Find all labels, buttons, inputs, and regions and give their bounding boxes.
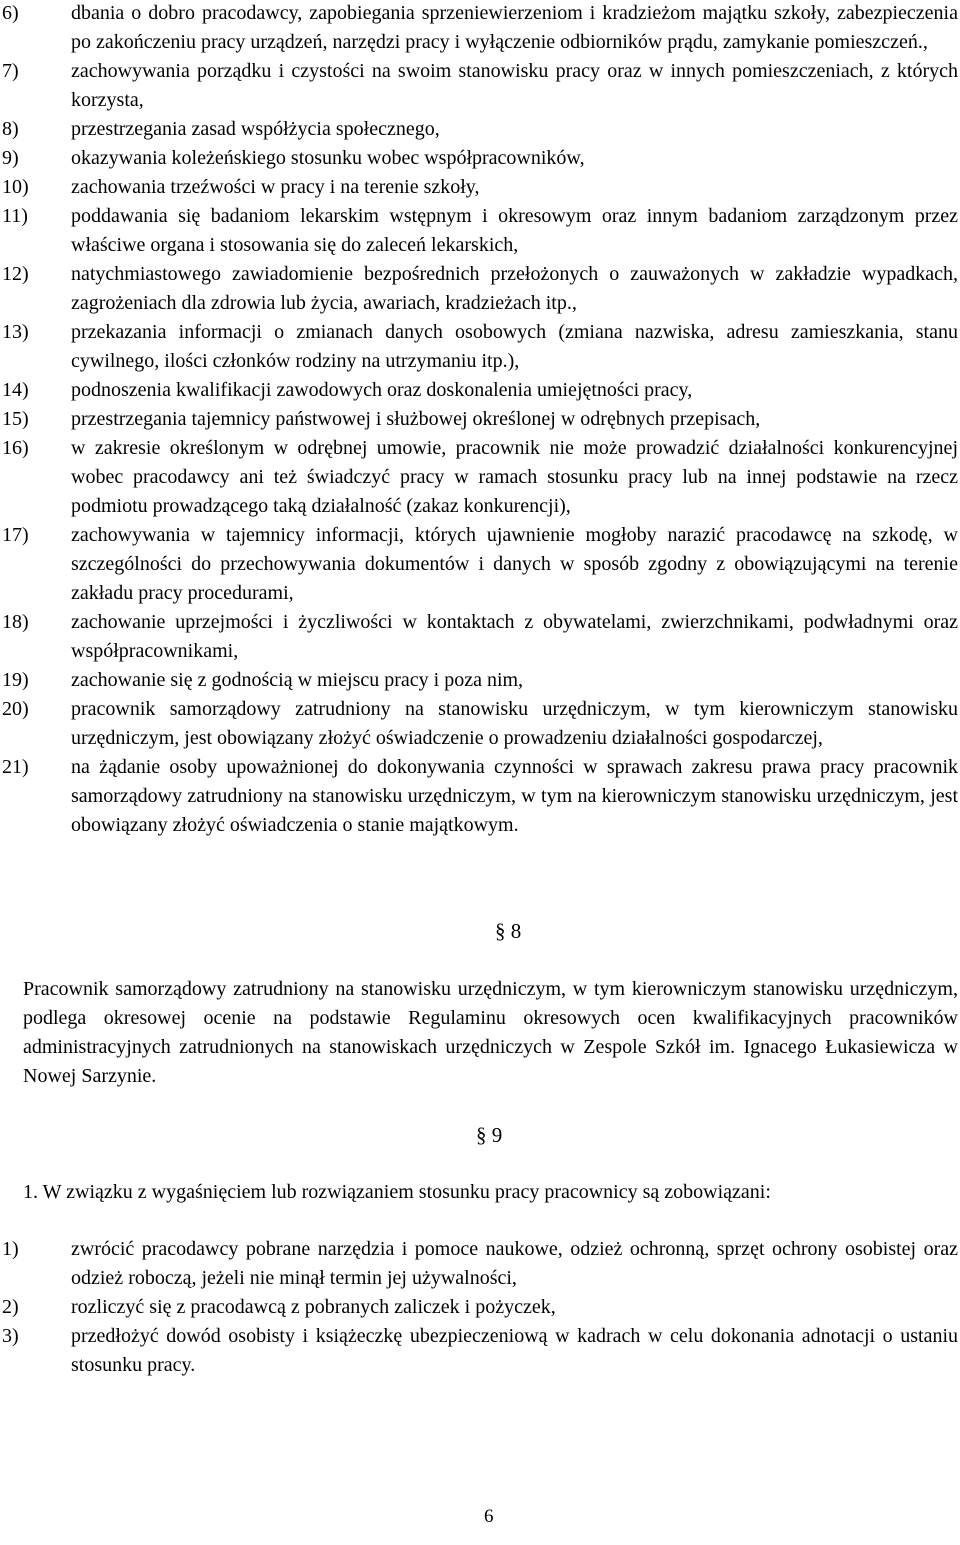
item-number: 8): [2, 118, 19, 140]
list-item: [0, 608, 960, 666]
page-number: 6: [484, 1506, 494, 1527]
list-item: [0, 1322, 960, 1380]
item-text: dbania o dobro pracodawcy, zapobiegania sprzeniewierzeniom i kradzieżom majątku szkoły, zabezpieczenia po zakończeniu pracy urządzeń, narzędzi pracy i wyłączenie odbiorników prądu, zamykanie pomieszczeń.,: [71, 2, 958, 53]
section-8-sign: § 8: [495, 919, 522, 943]
item-text: zachowywania porządku i czystości na swoim stanowisku pracy oraz w innych pomieszczeniach, z których korzysta,: [71, 60, 958, 111]
item-number: 13): [2, 321, 29, 343]
item-text: okazywania koleżeńskiego stosunku wobec współpracowników,: [71, 147, 585, 169]
list-item: [0, 318, 960, 376]
item-text: zachowanie uprzejmości i życzliwości w kontaktach z obywatelami, zwierzchnikami, podwładnymi oraz współpracownikami,: [71, 611, 958, 662]
item-text: zwrócić pracodawcy pobrane narzędzia i pomoce naukowe, odzież ochronną, sprzęt ochrony osobistej oraz odzież roboczą, jeżeli nie minął termin jej używalności,: [71, 1238, 958, 1289]
section-9-sign: § 9: [476, 1123, 503, 1147]
item-number: 20): [2, 698, 29, 720]
item-number: 12): [2, 263, 29, 285]
item-number: 17): [2, 524, 29, 546]
list-item: [0, 376, 960, 405]
item-number: 3): [2, 1325, 19, 1347]
list-item: [0, 173, 960, 202]
item-text: zachowywania w tajemnicy informacji, których ujawnienie mogłoby narazić pracodawcę na szkodę, w szczególności do przechowywania dokumentów i danych w sposób zgodny z obowiązującymi na terenie zakładu pracy procedurami,: [71, 524, 958, 604]
termination-obligations-list: [0, 1235, 960, 1380]
item-number: 16): [2, 437, 29, 459]
item-number: 19): [2, 669, 29, 691]
item-text: natychmiastowego zawiadomienie bezpośrednich przełożonych o zauważonych w zakładzie wypadkach, zagrożeniach dla zdrowia lub życia, awariach, kradzieżach itp.,: [71, 263, 958, 314]
list-item: [0, 434, 960, 521]
list-item: [0, 695, 960, 753]
item-number: 2): [2, 1296, 19, 1318]
list-item: [0, 0, 960, 57]
item-text: zachowania trzeźwości w pracy i na terenie szkoły,: [71, 176, 480, 198]
item-text: przekazania informacji o zmianach danych osobowych (zmiana nazwiska, adresu zamieszkania, stanu cywilnego, ilości członków rodziny na utrzymaniu itp.),: [71, 321, 958, 372]
item-text: rozliczyć się z pracodawcą z pobranych zaliczek i pożyczek,: [71, 1296, 556, 1318]
item-number: 10): [2, 176, 29, 198]
section-8-paragraph: Pracownik samorządowy zatrudniony na stanowisku urzędniczym, w tym kierowniczym stanowisku urzędniczym, podlega okresowej ocenie na podstawie Regulaminu okresowych ocen kwalifikacyjnych pracowników administracyjnych zatrudnionych na stanowiskach urzędniczych w Zespole Szkół im. Ignacego Łukasiewicza w Nowej Sarzynie.: [23, 978, 958, 1087]
list-item: [0, 753, 960, 840]
list-item: [0, 202, 960, 260]
list-item: [0, 115, 960, 144]
list-item: [0, 1293, 960, 1322]
item-text: przedłożyć dowód osobisty i książeczkę ubezpieczeniową w kadrach w celu dokonania adnotacji o ustaniu stosunku pracy.: [71, 1325, 958, 1376]
list-item: [0, 260, 960, 318]
item-text: w zakresie określonym w odrębnej umowie, pracownik nie może prowadzić działalności konkurencyjnej wobec pracodawcy ani też świadczyć pracy w ramach stosunku pracy lub na innej podstawie na rzecz podmiotu prowadzącego taką działalność (zakaz konkurencji),: [71, 437, 958, 517]
item-number: 21): [2, 756, 29, 778]
item-text: przestrzegania tajemnicy państwowej i służbowej określonej w odrębnych przepisach,: [71, 408, 761, 430]
item-text: przestrzegania zasad współżycia społecznego,: [71, 118, 440, 140]
item-number: 18): [2, 611, 29, 633]
item-number: 1): [2, 1238, 19, 1260]
item-text: pracownik samorządowy zatrudniony na stanowisku urzędniczym, w tym kierowniczym stanowisku urzędniczym, jest obowiązany złożyć oświadczenie o prowadzeniu działalności gospodarczej,: [71, 698, 958, 749]
list-item: [0, 666, 960, 695]
list-item: [0, 57, 960, 115]
item-number: 6): [2, 2, 19, 24]
list-item: [0, 144, 960, 173]
item-text: poddawania się badaniom lekarskim wstępnym i okresowym oraz innym badaniom zarządzonym przez właściwe organa i stosowania się do zaleceń lekarskich,: [71, 205, 958, 256]
list-item: [0, 405, 960, 434]
item-number: 15): [2, 408, 29, 430]
item-text: podnoszenia kwalifikacji zawodowych oraz doskonalenia umiejętności pracy,: [71, 379, 693, 401]
item-text: zachowanie się z godnością w miejscu pracy i poza nim,: [71, 669, 524, 691]
list-item: [0, 1235, 960, 1293]
item-number: 14): [2, 379, 29, 401]
item-number: 9): [2, 147, 19, 169]
item-number: 7): [2, 60, 19, 82]
item-number: 11): [2, 205, 28, 227]
list-item: [0, 521, 960, 608]
item-text: na żądanie osoby upoważnionej do dokonywania czynności w sprawach zakresu prawa pracy pracownik samorządowy zatrudniony na stanowisku urzędniczym, w tym na kierowniczym stanowisku urzędniczym, jest obowiązany złożyć oświadczenia o stanie majątkowym.: [71, 756, 958, 836]
section-9-intro: 1. W związku z wygaśnięciem lub rozwiązaniem stosunku pracy pracownicy są zobowiązani:: [23, 1181, 771, 1203]
